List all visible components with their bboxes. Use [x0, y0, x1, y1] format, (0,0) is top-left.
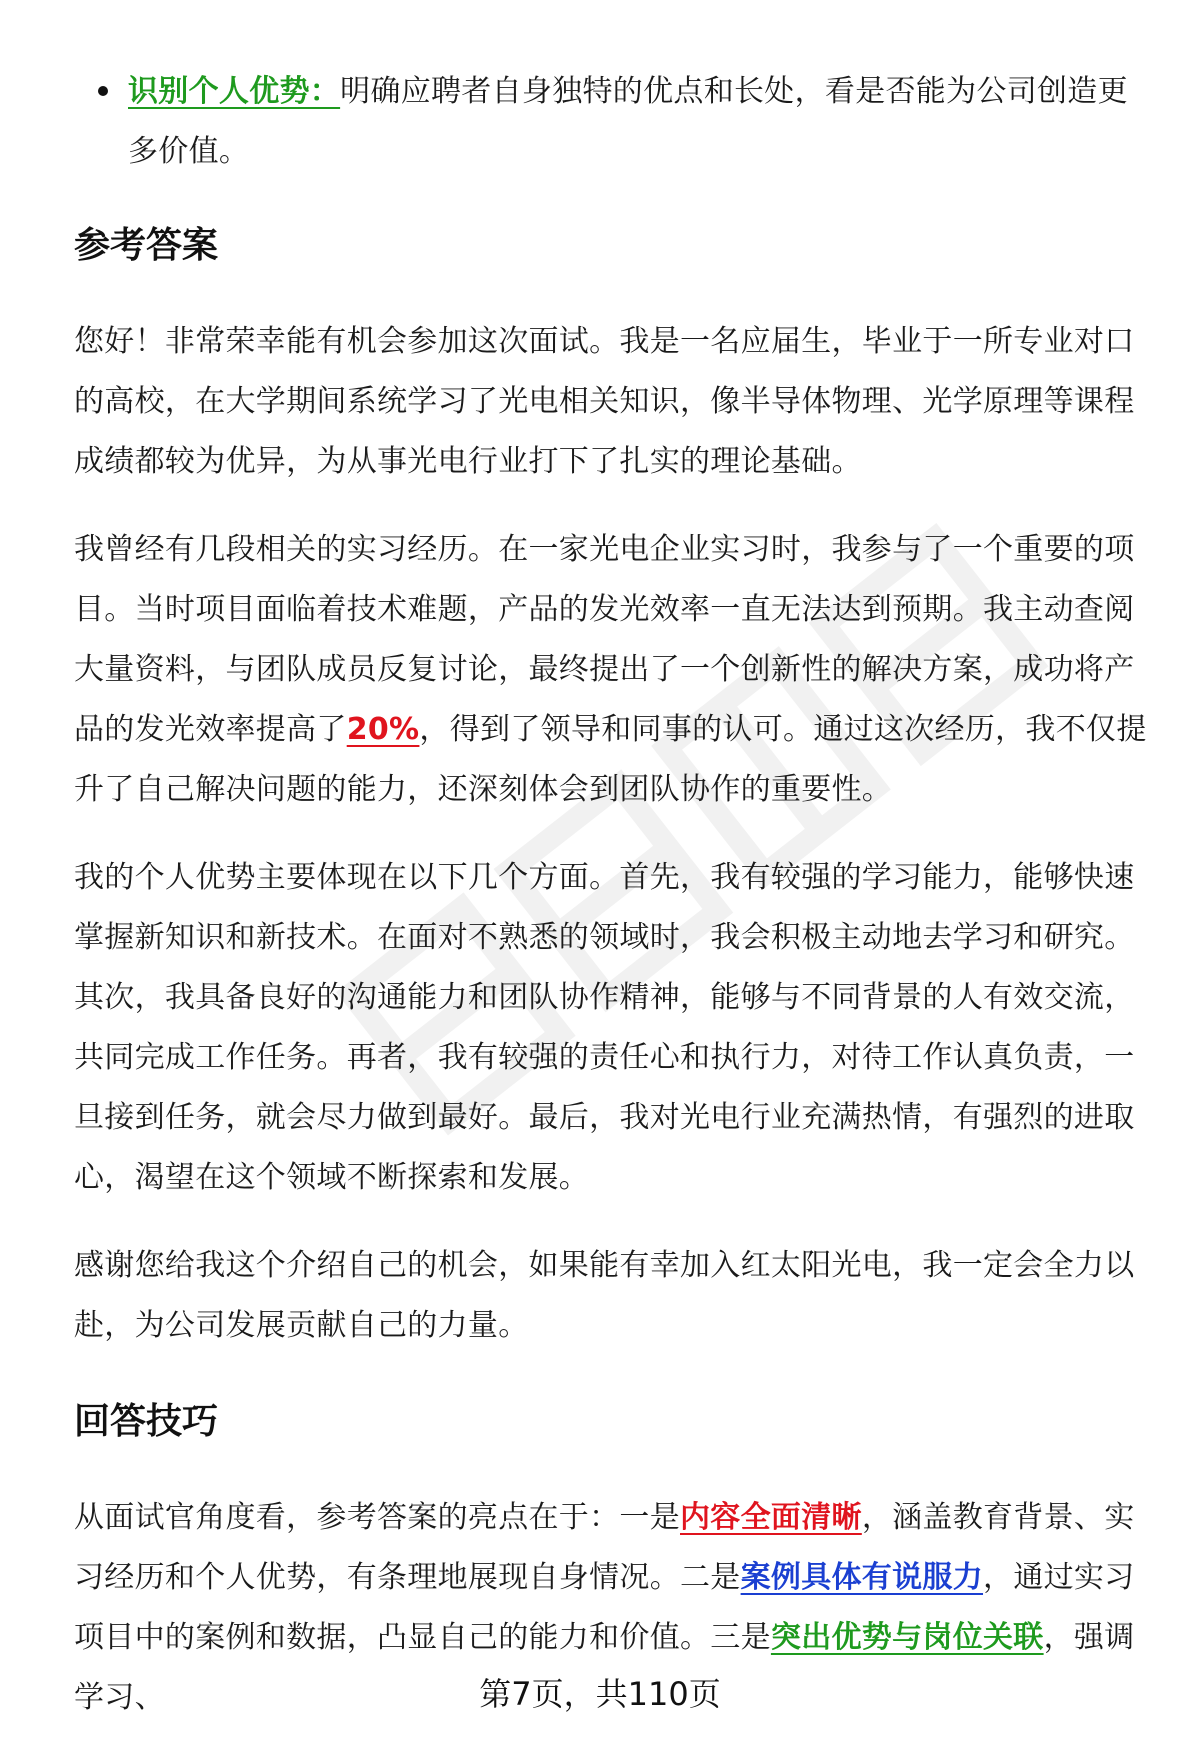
tips-text-3: ，通过实习项目中的案例和数据，凸显自己的能力和价值。三是	[74, 1560, 1135, 1655]
answer-paragraph-4: 感谢您给我这个介绍自己的机会，如果能有幸加入红太阳光电，我一定会全力以赴，为公司发展贡献自己的力量。	[74, 1248, 1135, 1343]
bullet-item	[74, 62, 1154, 182]
answer-paragraph-1: 您好！非常荣幸能有机会参加这次面试。我是一名应届生，毕业于一所专业对口的高校，在大学期间系统学习了光电相关知识，像半导体物理、光学原理等课程成绩都较为优异，为从事光电行业打下了扎实的理论基础。	[74, 324, 1135, 479]
bullet-paragraph	[128, 62, 1154, 182]
tips-text-1: 从面试官角度看，参考答案的亮点在于：一是	[74, 1500, 680, 1535]
tips-highlight-2: 案例具体有说服力	[740, 1560, 984, 1595]
bullet-label: 识别个人优势：	[128, 74, 341, 109]
section-heading-answer-tips: 回答技巧	[74, 1401, 219, 1442]
tips-text-4: ，强调学习、	[74, 1620, 1135, 1715]
document-content	[74, 62, 1154, 1728]
answer-paragraph-3: 我的个人优势主要体现在以下几个方面。首先，我有较强的学习能力，能够快速掌握新知识和新技术。在面对不熟悉的领域时，我会积极主动地去学习和研究。其次，我具备良好的沟通能力和团队协作精神，能够与不同背景的人有效交流，共同完成工作任务。再者，我有较强的责任心和执行力，对待工作认真负责，一旦接到任务，就会尽力做到最好。最后，我对光电行业充满热情，有强烈的进取心，渴望在这个领域不断探索和发展。	[74, 860, 1135, 1195]
section-heading-reference-answer: 参考答案	[74, 225, 219, 266]
bullet-text: 明确应聘者自身独特的优点和长处，看是否能为公司创造更多价值。	[128, 74, 1128, 169]
tips-highlight-3: 突出优势与岗位关联	[770, 1620, 1044, 1655]
p2-highlight-percent: 20%	[346, 712, 420, 747]
p2-text-before: 我曾经有几段相关的实习经历。在一家光电企业实习时，我参与了一个重要的项目。当时项目面临着技术难题，产品的发光效率一直无法达到预期。我主动查阅大量资料，与团队成员反复讨论，最终提出了一个创新性的解决方案，成功将产品的发光效率提高了	[74, 532, 1135, 747]
page-number-footer: 第7页，共110页	[479, 1675, 721, 1713]
answer-paragraph-2	[74, 520, 1154, 820]
tips-text-2: ，涵盖教育背景、实习经历和个人优势，有条理地展现自身情况。二是	[74, 1500, 1135, 1595]
bullet-dot-icon	[98, 86, 108, 96]
tips-highlight-1: 内容全面清晰	[680, 1500, 862, 1535]
p2-text-after: ，得到了领导和同事的认可。通过这次经历，我不仅提升了自己解决问题的能力，还深刻体会到团队协作的重要性。	[74, 712, 1147, 807]
